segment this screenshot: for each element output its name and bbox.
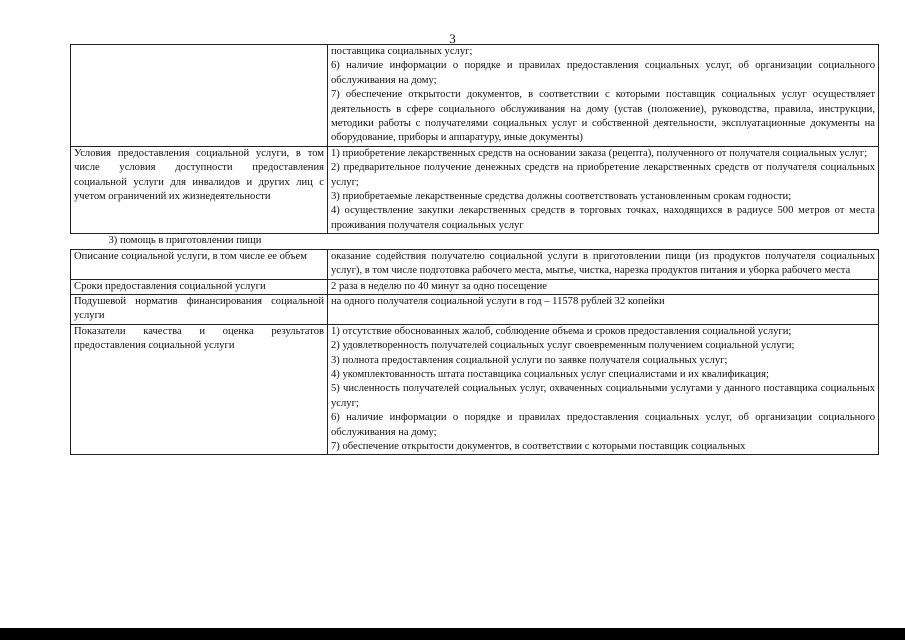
list-item: 4) укомплектованность штата поставщика социальных услуг специалистами и их квалификация; (331, 368, 769, 380)
right-cell (328, 249, 879, 279)
right-cell (328, 294, 879, 324)
left-cell (71, 45, 328, 147)
table-row (71, 294, 879, 324)
list-item: 1) отсутствие обоснованных жалоб, соблюдение объема и сроков предоставления социальной услуги; (331, 325, 792, 337)
right-cell (328, 45, 879, 147)
right-cell (328, 146, 879, 233)
left-cell: Показатели качества и оценка результатов предоставления социальной услуги (71, 324, 328, 455)
table-row (71, 249, 879, 279)
page-number: 3 (449, 31, 456, 46)
list-item: на одного получателя социальной услуги в год – 11578 рублей 32 копейки (331, 295, 665, 307)
list-item: 6) наличие информации о порядке и правилах предоставления социальных услуг, об организации социального обслуживания на дому; (331, 412, 875, 438)
list-item: 1) приобретение лекарственных средств на основании заказа (рецепта), полученного от получателя социальных услуг; (331, 147, 868, 159)
list-item: 2 раза в неделю по 40 минут за одно посещение (331, 280, 547, 292)
table-row (71, 146, 879, 233)
right-cell (328, 279, 879, 294)
list-item: оказание содействия получателю социальной услуги в приготовлении пищи (из продуктов получателя социальных услуг), в том числе подготовка рабочего места, мытье, чистка, нарезка продуктов питания и уборка рабочего места (331, 250, 875, 277)
list-item: 7) обеспечение открытости документов, в соответствии с которыми поставщик социальных (331, 440, 746, 452)
scan-edge-bar (0, 628, 905, 640)
left-cell: Сроки предоставления социальной услуги (71, 279, 328, 294)
list-item: 6) наличие информации о порядке и правилах предоставления социальных услуг, об организации социального обслуживания на дому; (331, 60, 875, 86)
list-item: 5) численность получателей социальных услуг, охваченных социальными услугами у данного поставщика социальных услуг; (331, 383, 875, 409)
list-item: 3) приобретаемые лекарственные средства должны соответствовать установленным срокам годности; (331, 191, 792, 203)
left-cell: Подушевой норматив финансирования социальной услуги (71, 294, 328, 324)
left-cell: Условия предоставления социальной услуги, в том числе условия доступности предоставления социальной услуги для инвалидов и других лиц с учетом ограничений их жизнедеятельности (71, 146, 328, 233)
table-row (71, 45, 879, 147)
table-row (71, 279, 879, 294)
list-item: 2) предварительное получение денежных средств на приобретение лекарственных средств от получателя социальных услуг; (331, 162, 875, 188)
list-item: поставщика социальных услуг; (331, 46, 473, 57)
table-row (71, 324, 879, 455)
right-cell (328, 324, 879, 455)
list-item: 4) осуществление закупки лекарственных средств в торговых точках, находящихся в радиусе 500 метров от места проживания получателя социальных услуг (331, 205, 875, 231)
list-item: 7) обеспечение открытости документов, в соответствии с которыми поставщик социальных услуг осуществляет деятельность в сфере социального обслуживания на дому (устав (положение), руководства, правила, инструкции, методики работы с получателями социальных услуг и собственной деятельности, эксплуатационные документы на оборудование, приборы и аппаратуру, иные документы) (331, 89, 875, 144)
section-row (71, 234, 879, 249)
list-item: 3) полнота предоставления социальной услуги по заявке получателя социальных услуг; (331, 354, 728, 366)
left-cell: Описание социальной услуги, в том числе ее объем (71, 249, 328, 279)
list-item: 2) удовлетворенность получателей социальных услуг своевременным получением социальной услуги; (331, 340, 795, 352)
section-title: 3) помощь в приготовлении пищи (71, 234, 879, 249)
services-table (70, 44, 879, 455)
